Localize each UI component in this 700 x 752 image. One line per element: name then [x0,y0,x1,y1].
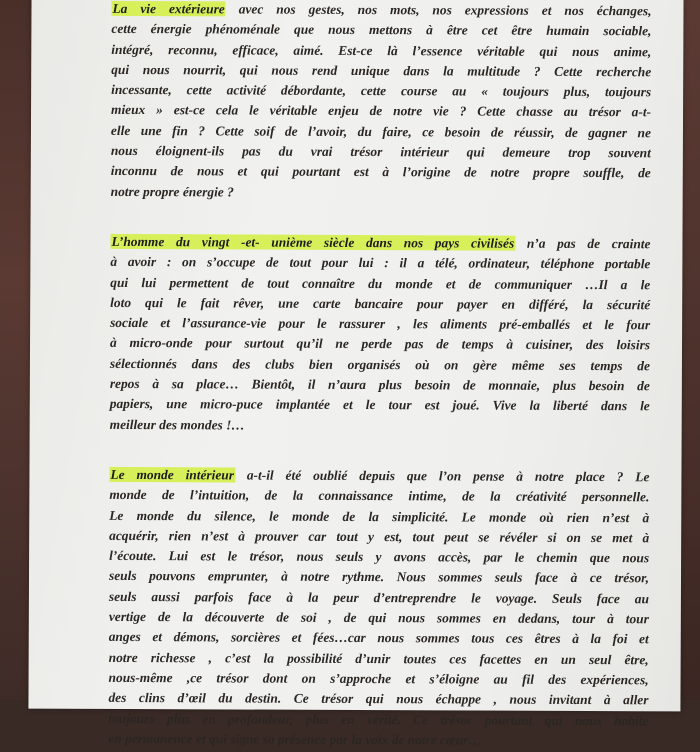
text-line: nous éloignent-ils pas du vrai trésor intérieur qui demeure trop souvent [110,143,651,161]
text-line: sélectionnés dans des clubs bien organisés où on gère même ses temps de [109,355,650,374]
text-line: monde de l’intuition, de la connaissance intime, de la créativité personnelle. [109,487,650,505]
text-line: inconnu de nous et qui pourtant est à l’origine de notre propre souffle, de [110,163,651,181]
text-line: sociale et l’assurance-vie pour le rassurer , les aliments pré-emballés et le four [110,315,651,333]
text-line: en permanence et qui signe sa présence par la voix de notre cœur… [108,730,482,748]
paragraph-exterior-life [111,0,652,204]
text-line: qui lui permettent de tout connaître du monde et de communiquer …Il a le [110,274,651,292]
highlighted-phrase: Le monde intérieur [110,466,235,483]
text-line: intégré, reconnu, efficace, aimé. Est-ce là l’essence véritable qui nous anime, [111,41,652,59]
text-line: à micro-onde pour surtout qu’il ne perde pas de temps à cuisiner, des loisirs [109,335,651,353]
line-text: a-t-il été oublié depuis que l’on pense à notre place ? Le [234,467,650,485]
text-line: toujours plus en profondeur, plus en vérité. Ce trésor pourtant qui nous habite [108,710,649,728]
text-line: notre richesse , c’est la possibilité d’unir toutes ces facettes en un seul être, [108,649,649,667]
text-line: Le monde du silence, le monde de la simplicité. Le monde où rien n’est à [109,507,650,525]
text-line: repos à sa place… Bientôt, il n’aura plus besoin de monnaie, plus besoin de [109,375,650,394]
text-line [109,465,649,488]
paper-sheet [28,0,683,748]
text-line: incessante, cette activité débordante, cette course au « toujours plus, toujours [111,82,652,100]
text-line [111,0,651,22]
text-line: vertige de la découverte de soi , de qui nous sommes en dedans, tour à tour [108,608,649,627]
text-line: elle une fin ? Cette soif de l’avoir, du faire, ce besoin de réussir, de gagner ne [110,122,651,141]
text-line: loto qui le fait rêver, une carte bancaire pour payer en différé, la sécurité [110,294,651,313]
text-line: notre propre énergie ? [110,183,234,200]
text-line: papiers, une micro-puce implantée et le tour est joué. Vive la liberté dans le [109,396,650,414]
text-line: meilleur des mondes !… [109,416,245,433]
text-line: anges et démons, sorcières et fées…car nous sommes tous ces êtres à la foi et [108,629,649,647]
paragraph-inner-world [108,465,649,752]
paragraph-modern-man [110,232,651,437]
text-line: mieux » est-ce cela le véritable enjeu de notre vie ? Cette chasse au trésor a-t- [111,102,652,120]
text-line: acquérir, rien n’est à prouver car tout y est, tout peut se révéler si on se met à [109,527,650,546]
line-text: n’a pas de crainte [515,235,651,252]
highlighted-phrase: La vie extérieure [112,0,225,17]
document-text [108,0,651,751]
text-line: cette énergie phénoménale que nous mettons à être cet être humain sociable, [111,21,652,39]
highlighted-phrase: L’homme du vingt -et- unième siècle dans nos pays civilisés [111,233,515,251]
text-line: nous-même ,ce trésor dont on s’approche et s’éloigne au fil des expériences, [108,669,649,688]
text-line: des clins d’œil du destin. Ce trésor qui nous échappe , nous invitant à aller [108,690,649,708]
text-line: à avoir : on s’occupe de tout pour lui : il a télé, ordinateur, téléphone portable [110,254,651,272]
text-line: qui nous nourrit, qui nous rend unique dans la multitude ? Cette recherche [111,61,652,80]
text-line [110,232,650,255]
text-line: seuls aussi parfois face à la peur d’entreprendre le voyage. Seuls face au [108,588,649,606]
text-line: l’écoute. Lui est le trésor, nous seuls y avons accès, par le chemin que nous [109,548,650,566]
line-text: avec nos gestes, nos mots, nos expressions et nos échanges, [225,1,652,19]
text-line: seuls pouvons emprunter, à notre rythme. Nous sommes seuls face à ce trésor, [108,568,650,586]
